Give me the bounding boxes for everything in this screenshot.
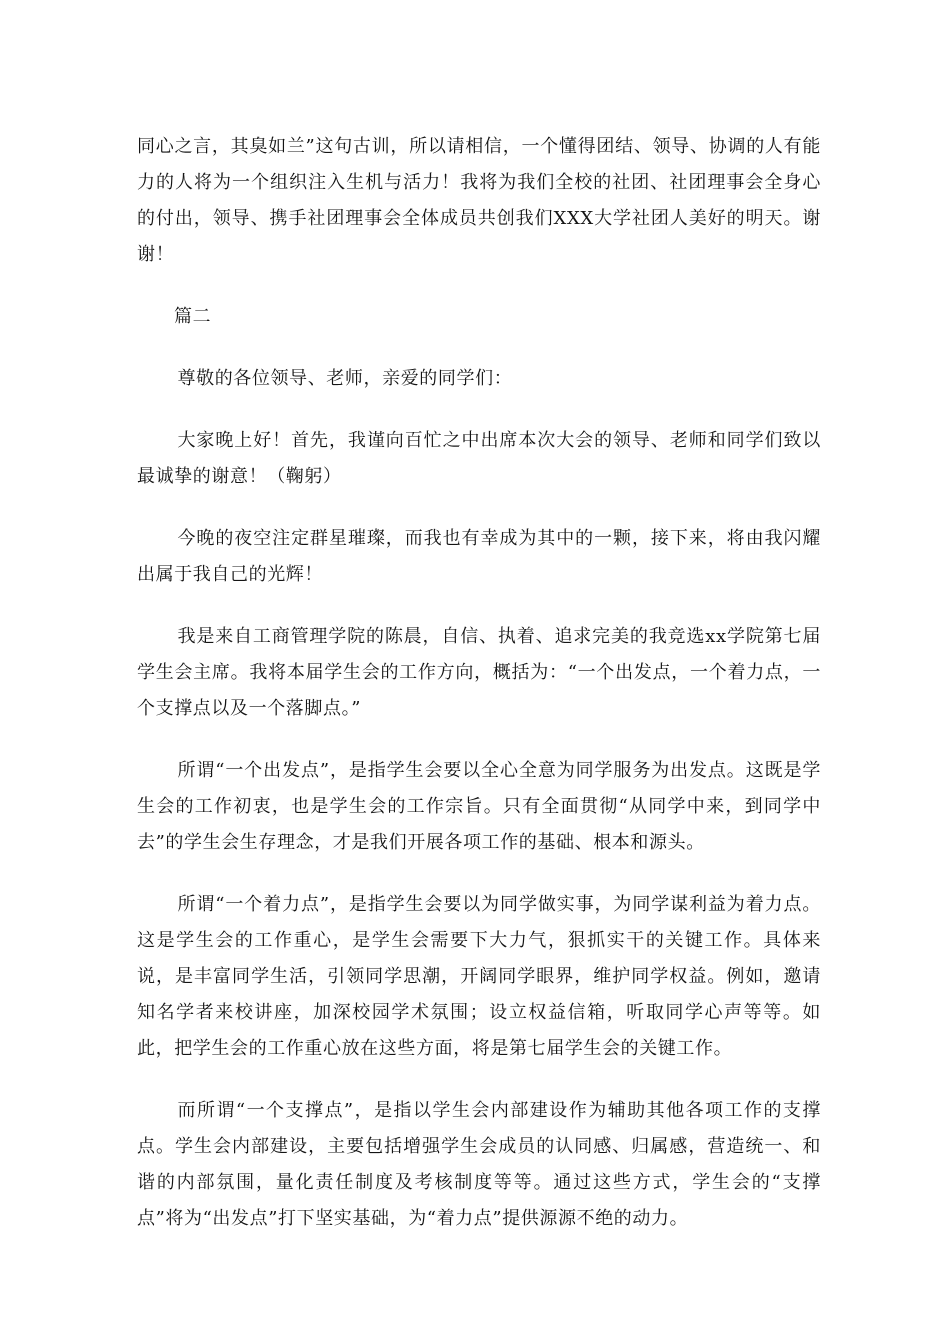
paragraph-focus-point: 所谓“一个着力点”，是指学生会要以为同学做实事，为同学谋利益为着力点。这是学生会的工作重心，是学生会需要下大力气，狠抓实干的关键工作。具体来说，是丰富同学生活，引领同学思潮，开阔同学眼界，维护同学权益。例如，邀请知名学者来校讲座，加深校园学术氛围；设立权益信箱，听取同学心声等等。如此，把学生会的工作重心放在这些方面，将是第七届学生会的关键工作。 [137, 894, 821, 1059]
paragraph-continued: 同心之言，其臭如兰”这句古训，所以请相信，一个懂得团结、领导、协调的人有能力的人将为一个组织注入生机与活力！我将为我们全校的社团、社团理事会全身心的付出，领导、携手社团理事会全体成员共创我们XXX大学社团人美好的明天。谢谢！ [137, 136, 821, 265]
section-heading: 篇二 [174, 306, 212, 327]
paragraph-welcome: 大家晚上好！首先，我谨向百忙之中出席本次大会的领导、老师和同学们致以最诚挚的谢意！（鞠躬） [137, 430, 821, 487]
paragraph-support-point: 而所谓“一个支撑点”，是指以学生会内部建设作为辅助其他各项工作的支撑点。学生会内部建设，主要包括增强学生会成员的认同感、归属感，营造统一、和谐的内部氛围，量化责任制度及考核制度等等。通过这些方式，学生会的“支撑点”将为“出发点”打下坚实基础，为“着力点”提供源源不绝的动力。 [137, 1100, 821, 1229]
paragraph-intro: 我是来自工商管理学院的陈晨，自信、执着、追求完美的我竞选xx学院第七届学生会主席。我将本届学生会的工作方向，概括为：“一个出发点，一个着力点，一个支撑点以及一个落脚点。” [137, 626, 821, 719]
paragraph-starting-point: 所谓“一个出发点”，是指学生会要以全心全意为同学服务为出发点。这既是学生会的工作初衷，也是学生会的工作宗旨。只有全面贯彻“从同学中来，到同学中去”的学生会生存理念，才是我们开展各项工作的基础、根本和源头。 [137, 760, 821, 853]
document-body [137, 129, 821, 1237]
paragraph-tonight: 今晚的夜空注定群星璀璨，而我也有幸成为其中的一颗，接下来，将由我闪耀出属于我自己的光辉！ [137, 528, 821, 585]
paragraph-greeting: 尊敬的各位领导、老师，亲爱的同学们： [177, 368, 513, 389]
